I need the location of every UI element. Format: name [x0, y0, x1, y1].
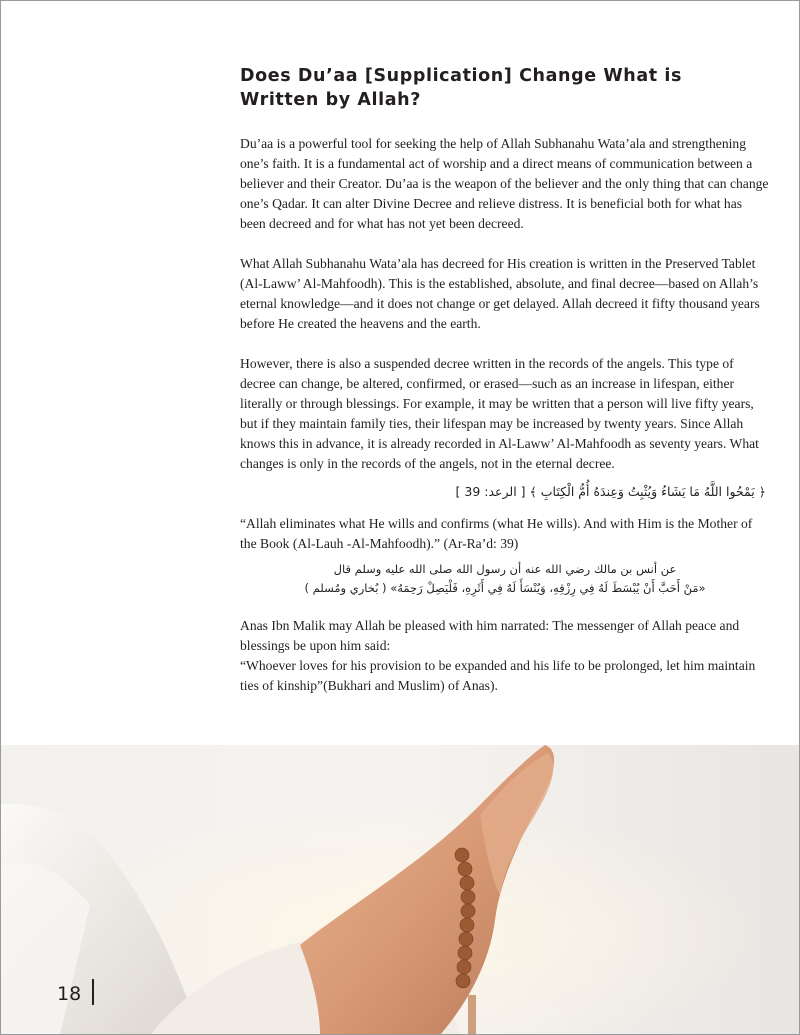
hadith-arabic-chain: عن أنس بن مالك رضي الله عنه أن رسول الله صلى الله عليه وسلم قال [333, 562, 677, 576]
narration-quote: “Whoever loves for his provision to be expanded and his life to be prolonged, let him maintain ties of kinship”(Bukhari and Muslim) of Anas). [240, 658, 756, 693]
hadith-arabic-text: «مَنْ أَحَبَّ أَنْ يُبْسَطَ لَهُ فِي رِزْقِهِ، وَيُنْسَأَ لَهُ فِي أَثَرِهِ، فَلْيَصِلْ رَحِمَهُ» ( بُخاري ومُسلم ) [304, 581, 706, 595]
narration-intro: Anas Ibn Malik may Allah be pleased with him narrated: The messenger of Allah peace and blessings be upon him said: [240, 618, 740, 653]
quran-verse-arabic: ﴿ يَمْحُوا اللَّهُ مَا يَشَاءُ وَيُثْبِتُ وَعِندَهُ أُمُّ الْكِتَابِ ﴾ [ الرعد: 39 ] [455, 484, 766, 499]
title-line-2: Written by Allah? [240, 90, 421, 110]
quran-verse-translation: “Allah eliminates what He wills and confirms (what He wills). And with Him is the Mother of the Book (Al-Lauh -Al-Mahfoodh).” (Ar-Ra’d: 39) [240, 516, 753, 551]
page-number-divider [92, 979, 94, 1005]
paragraph-suspended-decree: However, there is also a suspended decree written in the records of the angels. This type of decree can change, be altered, confirmed, or erased—such as an increase in lifespan, either literally or through blessings. For example, it may be written that a person will live fifty years, but if they maintain family ties, their lifespan may be increased by twenty years. Since Allah knows this in advance, it is already recorded in Al-Laww’ Al-Mahfoodh as seventy years. What changes is only in the records of the angels, not in the eternal decree. [240, 356, 759, 471]
praying-hands-photo [0, 745, 800, 1035]
hadith-narration [240, 616, 770, 696]
page-number: 18 [57, 983, 82, 1005]
article [240, 64, 770, 696]
paragraph-intro: Du’aa is a powerful tool for seeking the help of Allah Subhanahu Wata’ala and strengthening one’s faith. It is a fundamental act of worship and a direct means of communication between a believer and their Creator. Du’aa is the weapon of the believer and the only thing that can change one’s Qadar. It can alter Divine Decree and relieve distress. It is beneficial both for what has been decreed and for what has not yet been decreed. [240, 136, 769, 231]
title-line-1: Does Du’aa [Supplication] Change What is [240, 66, 683, 86]
hadith-arabic [240, 560, 770, 598]
paragraph-preserved-tablet: What Allah Subhanahu Wata’ala has decreed for His creation is written in the Preserved Tablet (Al-Laww’ Al-Mahfoodh). This is the established, absolute, and final decree—based on Allah’s eternal knowledge—and it does not change or get delayed. Allah decreed it fifty thousand years before He created the heavens and the earth. [240, 256, 760, 331]
page-title [240, 64, 770, 112]
